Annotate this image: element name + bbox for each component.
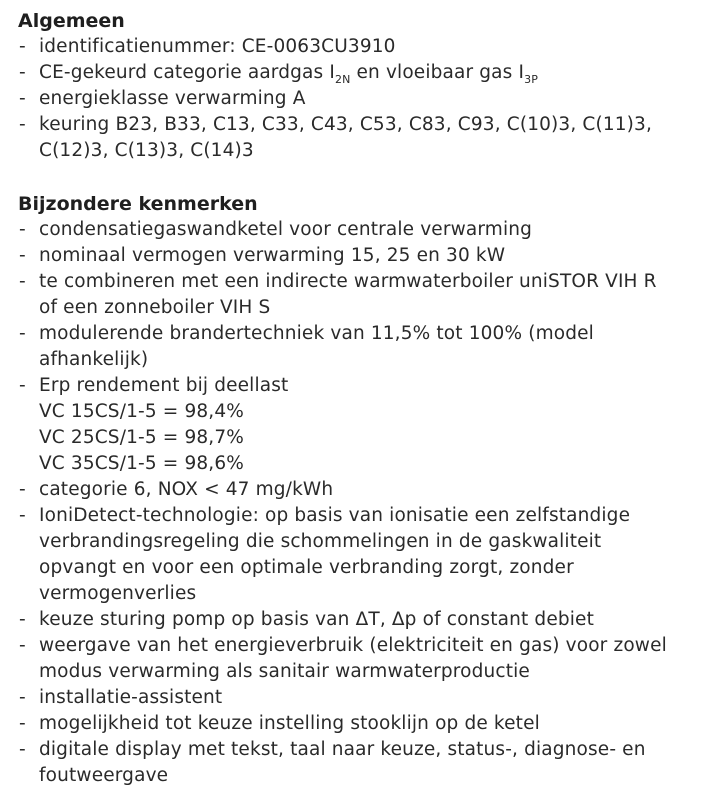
item-text-line	[39, 60, 691, 86]
list-item	[18, 711, 691, 737]
list-item	[18, 477, 691, 503]
item-text-line: modus verwarming als sanitair warmwaterproductie	[39, 661, 530, 682]
item-text-line: - nominaal vermogen verwarming 15, 25 en 30 kW	[39, 245, 506, 266]
item-text-line: - IoniDetect-technologie: op basis van ionisatie een zelfstandige	[39, 505, 631, 526]
item-text-line: - modulerende brandertechniek van 11,5% tot 100% (model	[39, 323, 594, 344]
item-text-line: of een zonneboiler VIH S	[39, 297, 271, 318]
item-text: - energieklasse verwarming A	[39, 88, 306, 109]
list-item	[18, 633, 691, 685]
subscript-2n: 2N	[334, 73, 351, 86]
item-text-line: - keuring B23, B33, C13, C33, C43, C53, C83, C93, C(10)3, C(11)3,	[39, 114, 652, 135]
item-text-line: afhankelijk)	[39, 349, 149, 370]
item-text-line: foutweergave	[39, 765, 169, 786]
list-item	[18, 321, 691, 373]
item-text: - identificatienummer: CE-0063CU3910	[39, 36, 396, 57]
list-item-keuring	[18, 112, 691, 164]
item-text-line: - te combineren met een indirecte warmwaterboiler uniSTOR VIH R	[39, 271, 657, 292]
list-item-identificatienummer	[18, 34, 691, 60]
item-text-line: - categorie 6, NOX < 47 mg/kWh	[39, 479, 334, 500]
item-text-line: opvangt en voor een optimale verbranding zorgt, zonder	[39, 557, 574, 578]
item-text-line: verbrandingsregeling die schommelingen in de gaskwaliteit	[39, 531, 602, 552]
list-item	[18, 217, 691, 243]
item-text-line: - condensatiegaswandketel voor centrale verwarming	[39, 219, 533, 240]
item-text-line: - digitale display met tekst, taal naar keuze, status-, diagnose- en	[39, 739, 646, 760]
item-text-line: C(12)3, C(13)3, C(14)3	[39, 140, 254, 161]
list-item-energieklasse	[18, 86, 691, 112]
algemeen-list	[18, 34, 691, 164]
item-text-line: - mogelijkheid tot keuze instelling stooklijn op de ketel	[39, 713, 540, 734]
item-text-line: VC 25CS/1-5 = 98,7%	[39, 427, 244, 448]
item-text-line: VC 15CS/1-5 = 98,4%	[39, 401, 244, 422]
item-text-line: - weergave van het energieverbruik (elektriciteit en gas) voor zowel	[39, 635, 667, 656]
list-item	[18, 685, 691, 711]
list-item	[18, 269, 691, 321]
list-item	[18, 503, 691, 607]
item-text-part: en vloeibaar gas I	[350, 62, 525, 83]
item-text-line: - Erp rendement bij deellast	[39, 375, 289, 396]
section-heading-algemeen: Algemeen	[18, 10, 125, 32]
item-text-line: VC 35CS/1-5 = 98,6%	[39, 453, 244, 474]
list-item-ce-gekeurd	[18, 60, 691, 86]
item-text-part: CE-gekeurd categorie aardgas I	[39, 62, 335, 83]
list-item	[18, 607, 691, 633]
kenmerken-list	[18, 217, 691, 789]
list-item	[18, 243, 691, 269]
list-item	[18, 373, 691, 477]
section-heading-bijzondere-kenmerken: Bijzondere kenmerken	[18, 193, 258, 215]
list-item	[18, 737, 691, 789]
item-text-line: - keuze sturing pomp op basis van ΔT, Δp of constant debiet	[39, 609, 594, 630]
item-text-line: - installatie-assistent	[39, 687, 223, 708]
item-text-line: vermogenverlies	[39, 583, 197, 604]
subscript-3p: 3P	[524, 73, 539, 86]
